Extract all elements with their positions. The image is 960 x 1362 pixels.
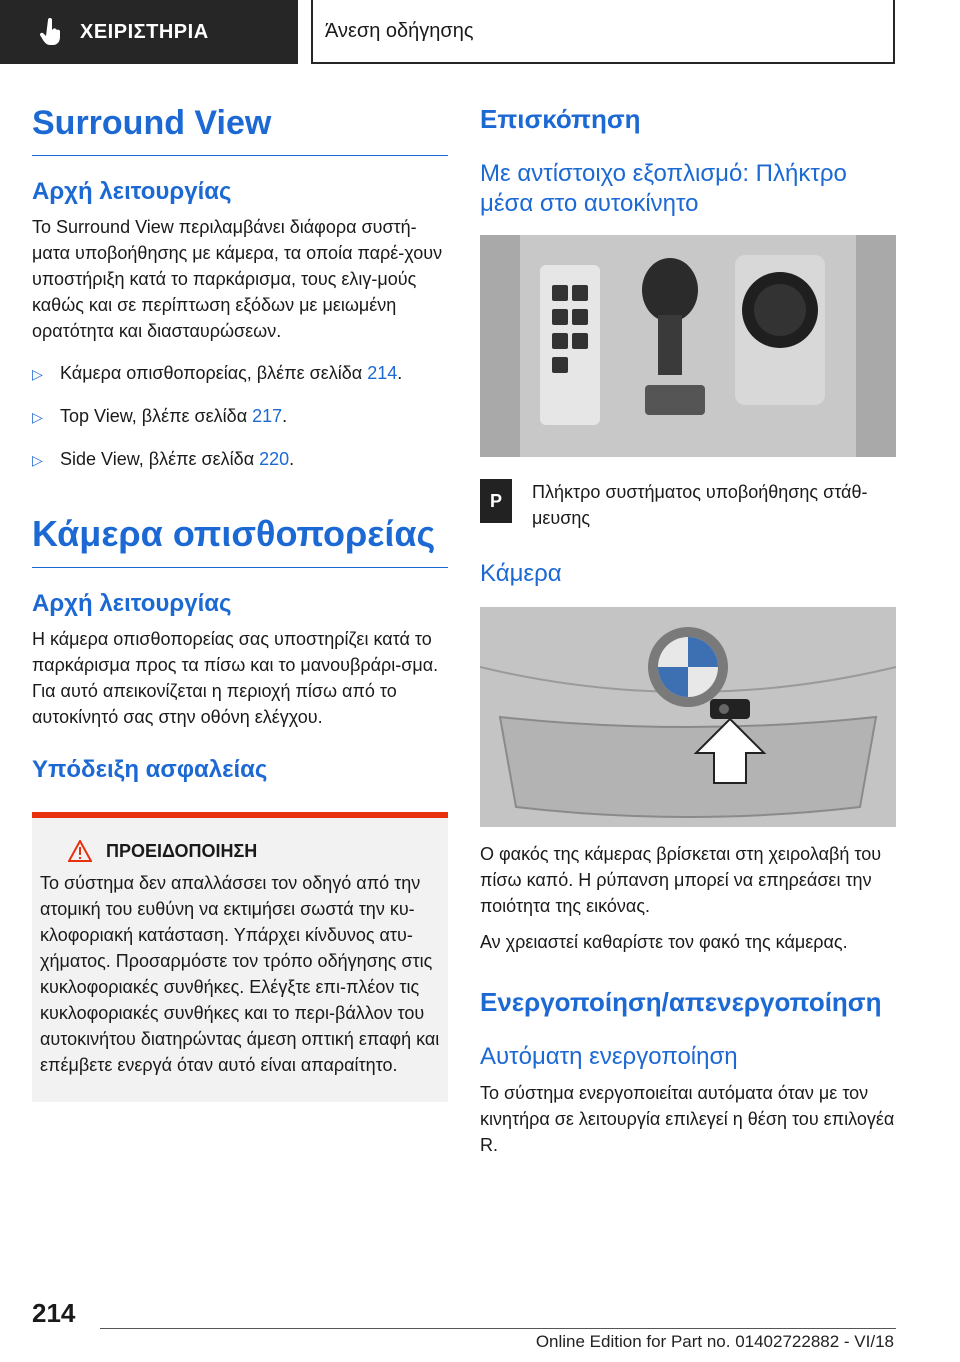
- chapter-title-text: Άνεση οδήγησης: [325, 19, 474, 42]
- rear-camera-illustration: [480, 607, 896, 827]
- section-title-rear-camera: Κάμερα οπισθοπορείας: [32, 513, 448, 568]
- list-item: [32, 403, 448, 430]
- tab-label: ΧΕΙΡΙΣΤΗΡΙΑ: [80, 20, 209, 43]
- right-column: [480, 96, 896, 1158]
- warning-triangle-icon: [68, 840, 92, 862]
- page-link[interactable]: 214: [367, 363, 398, 383]
- list-item: [32, 446, 448, 473]
- bullet-end: .: [289, 449, 295, 469]
- warning-box: [32, 812, 448, 1102]
- bullet-text: Κάμερα οπισθοπορείας, βλέπε σελίδα: [60, 363, 368, 383]
- bullet-end: .: [282, 406, 288, 426]
- heading-auto-activation: Αυτόματη ενεργοποίηση: [480, 1043, 738, 1070]
- footer-divider: [100, 1328, 896, 1329]
- bullet-text: Top View, βλέπε σελίδα: [60, 406, 253, 426]
- heading-overview: Επισκόπηση: [480, 104, 641, 134]
- camera-text-2: Αν χρειαστεί καθαρίστε τον φακό της κάμερας.: [480, 932, 848, 952]
- park-assist-button-icon: P: [480, 479, 512, 523]
- center-console-image: [480, 235, 896, 457]
- heading-camera: Κάμερα: [480, 560, 562, 587]
- button-caption: Πλήκτρο συστήματος υποβοήθησης στάθ‐μευσης: [532, 482, 868, 528]
- warning-text: Το σύστημα δεν απαλλάσσει τον οδηγό από την ατομική του ευθύνη να εκτιμήσει σωστά την κυ‐κλοφοριακή κατάσταση. Υπάρχει κίνδυνος ατυ‐χήματος. Προσαρμόστε τον τρόπο οδήγησης στις κυκλοφοριακές συνθήκες. Ελέγξτε επι‐πλέον τις κυκλοφοριακές συνθήκες και το περι‐βάλλον του αυτοκινήτου διατηρώντας άμεση οπτική επαφή και επέμβετε ενεργά όταν αυτό είναι απαραίτητο.: [40, 873, 440, 1075]
- bullet-end: .: [397, 363, 403, 383]
- warning-title-text: ΠΡΟΕΙΔΟΠΟΙΗΣΗ: [106, 840, 258, 861]
- triangle-bullet-icon: ▷: [32, 409, 43, 425]
- auto-activation-text: Το σύστημα ενεργοποιείται αυτόματα όταν με τον κινητήρα σε λειτουργία επιλεγεί η θέση του επιλογέα R.: [480, 1083, 895, 1155]
- bullet-text: Side View, βλέπε σελίδα: [60, 449, 260, 469]
- principle-text: Το Surround View περιλαμβάνει διάφορα συστή‐ματα υποβοήθησης με κάμερα, τα οποία παρέ‐χουν υποστήριξη κατά το παρκάρισμα, τους ελιγ‐μούς καθώς και σε περίπτωση εξόδων με μειωμένη ορατότητα και διασταυρώσεων.: [32, 217, 443, 341]
- heading-button-in-car: Με αντίστοιχο εξοπλισμό: Πλήκτρο μέσα στο αυτοκίνητο: [480, 160, 847, 217]
- heading-principle: Αρχή λειτουργίας: [32, 178, 232, 205]
- page-link[interactable]: 220: [259, 449, 290, 469]
- button-caption-row: [480, 479, 896, 531]
- triangle-bullet-icon: ▷: [32, 452, 43, 468]
- heading-rear-principle: Αρχή λειτουργίας: [32, 590, 232, 617]
- camera-text-1: Ο φακός της κάμερας βρίσκεται στη χειρολαβή του πίσω καπό. Η ρύπανση μπορεί να επηρεάσει την ποιότητα της εικόνας.: [480, 844, 882, 916]
- page-link[interactable]: 217: [252, 406, 283, 426]
- footer-edition: Online Edition for Part no. 01402722882 - VI/18: [535, 1332, 894, 1351]
- heading-activation: Ενεργοποίηση/απενεργοποίηση: [480, 987, 882, 1017]
- section-title-surround-view: Surround View: [32, 104, 448, 156]
- chapter-title: [311, 0, 895, 64]
- rear-camera-image: [480, 607, 896, 827]
- page-number: 214: [32, 1298, 76, 1328]
- hand-pointer-icon: [40, 18, 64, 46]
- heading-safety: Υπόδειξη ασφαλείας: [32, 756, 268, 783]
- triangle-bullet-icon: ▷: [32, 366, 43, 382]
- console-illustration: [480, 235, 896, 457]
- warning-title: [68, 840, 440, 862]
- list-item: [32, 360, 448, 387]
- chapter-tab[interactable]: [0, 0, 298, 64]
- left-column: [32, 96, 448, 1102]
- rear-principle-text: Η κάμερα οπισθοπορείας σας υποστηρίζει κατά το παρκάρισμα προς τα πίσω και το μανουβράρι‐σμα. Για αυτό απεικονίζεται η περιοχή πίσω από το αυτοκίνητό σας στην οθόνη ελέγχου.: [32, 629, 439, 727]
